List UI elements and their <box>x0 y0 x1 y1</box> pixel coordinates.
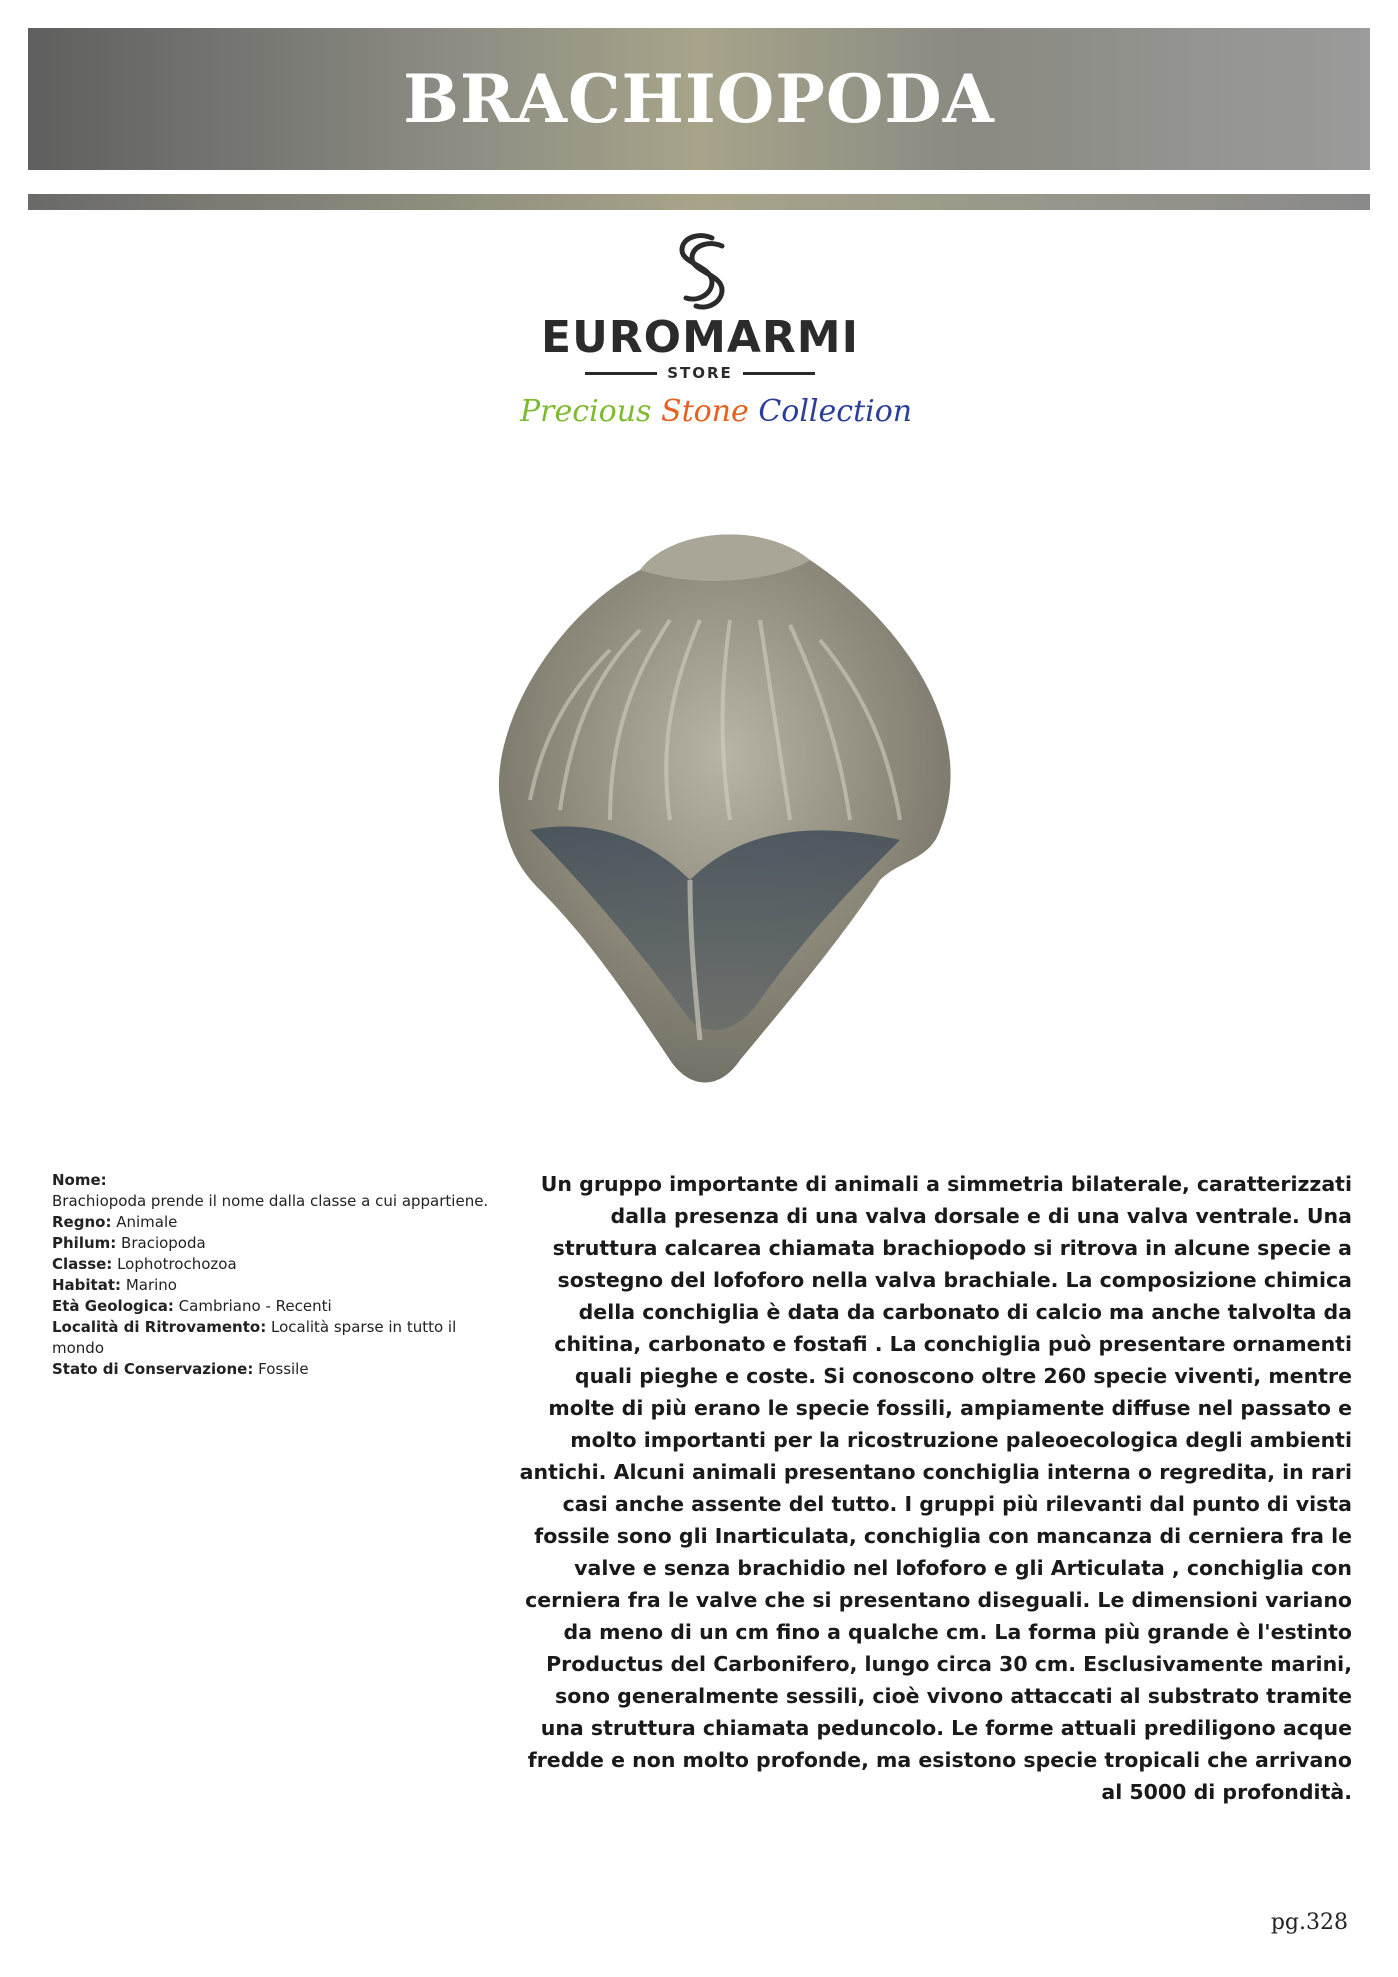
habitat-row <box>52 1275 492 1296</box>
philum-label: Philum: <box>52 1234 117 1252</box>
eta-row <box>52 1296 492 1317</box>
regno-value: Animale <box>116 1213 178 1231</box>
habitat-label: Habitat: <box>52 1276 122 1294</box>
classe-label: Classe: <box>52 1255 113 1273</box>
localita-row <box>52 1317 492 1359</box>
classe-row <box>52 1254 492 1275</box>
title-banner <box>28 28 1370 170</box>
double-s-logo-icon <box>668 232 732 314</box>
store-line <box>520 364 880 382</box>
stato-row <box>52 1359 492 1380</box>
page-number: pg.328 <box>1270 1910 1348 1935</box>
page-title: BRACHIOPODA <box>403 60 995 138</box>
nome-label: Nome: <box>52 1171 107 1189</box>
tagline-stone: Stone <box>661 394 749 429</box>
euromarmi-logo <box>520 232 913 432</box>
habitat-value: Marino <box>125 1276 177 1294</box>
stato-value: Fossile <box>258 1360 309 1378</box>
eta-label: Età Geologica: <box>52 1297 174 1315</box>
description-text: Un gruppo importante di animali a simmetria bilaterale, caratterizzati dalla presenza di una valva dorsale e di una valva ventrale. Una struttura calcarea chiamata brachiopodo si ritrova in alcune specie a sostegno del lofoforo nella valva brachiale. La composizione chimica della conchiglia è data da carbonato di calcio ma anche talvolta da chitina, carbonato e fostafi . La conchiglia può presentare ornamenti quali pieghe e coste. Si conoscono oltre 260 specie viventi, mentre molte di più erano le specie fossili, ampiamente diffuse nel passato e molto importanti per la ricostruzione paleoecologica degli ambienti antichi. Alcuni animali presentano conchiglia interna o regredita, in rari casi anche assente del tutto. I gruppi più rilevanti dal punto di vista fossile sono gli Inarticulata, conchiglia con mancanza di cerniera fra le valve e senza brachidio nel lofoforo e gli Articulata , conchiglia con cerniera fra le valve che si presentano diseguali. Le dimensioni variano da meno di un cm fino a qualche cm. La forma più grande è l'estinto Productus del Carbonifero, lungo circa 30 cm. Esclusivamente marini, sono generalmente sessili, cioè vivono attaccati al substrato tramite una struttura chiamata peduncolo. Le forme attuali prediligono acque fredde e non molto profonde, ma esistono specie tropicali che arrivano al 5000 di profondità. <box>519 1172 1352 1804</box>
regno-label: Regno: <box>52 1213 112 1231</box>
localita-label: Località di Ritrovamento: <box>52 1318 267 1336</box>
classe-value: Lophotrochozoa <box>117 1255 237 1273</box>
brachiopod-fossil-image <box>340 500 1080 1120</box>
tagline-precious: Precious <box>520 394 652 429</box>
philum-row <box>52 1233 492 1254</box>
localita-value: Località sparse in tutto il mondo <box>52 1318 457 1357</box>
store-line-right-bar <box>743 372 815 375</box>
title-divider <box>28 194 1370 210</box>
specimen-info <box>52 1170 492 1380</box>
brand-sub: STORE <box>667 364 733 382</box>
nome-row <box>52 1170 492 1191</box>
philum-value: Braciopoda <box>121 1234 206 1252</box>
collection-tagline <box>520 394 913 429</box>
brand-name: EUROMARMI <box>541 312 859 363</box>
store-line-left-bar <box>585 372 657 375</box>
eta-value: Cambriano - Recenti <box>178 1297 332 1315</box>
nome-value: Brachiopoda prende il nome dalla classe a cui appartiene. <box>52 1192 489 1210</box>
stato-label: Stato di Conservazione: <box>52 1360 254 1378</box>
regno-row <box>52 1212 492 1233</box>
tagline-collection: Collection <box>758 394 913 429</box>
